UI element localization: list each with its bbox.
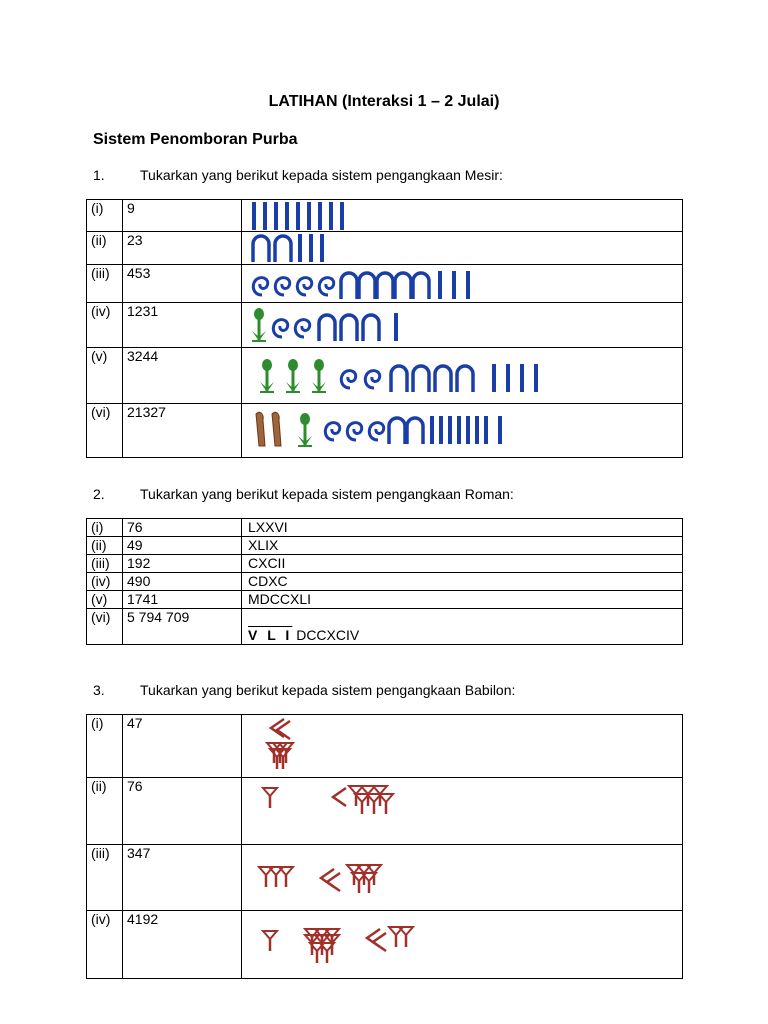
babylonian-numeral xyxy=(242,845,683,911)
table-row xyxy=(87,911,683,979)
roman-answer: CDXC xyxy=(242,573,683,591)
row-value: 490 xyxy=(123,573,242,591)
babylonian-wedge-icon xyxy=(248,778,448,838)
row-label: (iv) xyxy=(87,911,123,979)
question-number: 1. xyxy=(93,167,105,183)
page-title: LATIHAN (Interaksi 1 – 2 Julai) xyxy=(268,93,500,110)
egyptian-lotus-icon xyxy=(248,348,558,403)
row-value: 47 xyxy=(123,715,242,778)
row-label: (v) xyxy=(87,591,123,609)
roman-answer: XLIX xyxy=(242,537,683,555)
egyptian-arch-icon xyxy=(248,232,378,264)
table-row xyxy=(87,519,683,537)
row-value: 76 xyxy=(123,519,242,537)
table-row xyxy=(87,265,683,303)
egyptian-numeral xyxy=(242,348,683,404)
roman-rest: DCCXCIV xyxy=(296,627,360,643)
egyptian-numeral xyxy=(242,404,683,458)
table-row xyxy=(87,845,683,911)
roman-table xyxy=(86,518,683,645)
question-2 xyxy=(93,486,514,502)
row-value: 23 xyxy=(123,232,242,265)
egyptian-numeral xyxy=(242,232,683,265)
babylonian-numeral xyxy=(242,778,683,845)
row-label: (ii) xyxy=(87,537,123,555)
roman-overbar: V L I xyxy=(248,627,293,643)
question-3 xyxy=(93,682,515,698)
row-label: (ii) xyxy=(87,232,123,265)
row-value: 5 794 709 xyxy=(123,609,242,645)
row-value: 192 xyxy=(123,555,242,573)
egyptian-numeral xyxy=(242,200,683,232)
table-row xyxy=(87,348,683,404)
babylonian-wedge-icon xyxy=(248,845,448,907)
question-text: Tukarkan yang berikut kepada sistem pengangkaan Roman: xyxy=(140,486,514,502)
row-value: 76 xyxy=(123,778,242,845)
table-row xyxy=(87,537,683,555)
row-label: (iii) xyxy=(87,265,123,303)
row-label: (iv) xyxy=(87,303,123,348)
egyptian-table xyxy=(86,199,683,458)
roman-answer xyxy=(242,609,683,645)
question-text: Tukarkan yang berikut kepada sistem pengangkaan Mesir: xyxy=(140,167,503,183)
table-row xyxy=(87,555,683,573)
row-label: (i) xyxy=(87,715,123,778)
babylonian-numeral xyxy=(242,911,683,979)
egyptian-numeral xyxy=(242,303,683,348)
table-row xyxy=(87,609,683,645)
babylonian-wedge-icon xyxy=(248,715,368,775)
question-1 xyxy=(93,167,503,183)
row-value: 9 xyxy=(123,200,242,232)
row-label: (vi) xyxy=(87,404,123,458)
table-row xyxy=(87,303,683,348)
row-value: 21327 xyxy=(123,404,242,458)
roman-answer: MDCCXLI xyxy=(242,591,683,609)
table-row xyxy=(87,715,683,778)
egyptian-finger-icon xyxy=(248,404,548,457)
row-label: (v) xyxy=(87,348,123,404)
table-row xyxy=(87,573,683,591)
row-value: 347 xyxy=(123,845,242,911)
row-label: (vi) xyxy=(87,609,123,645)
row-label: (iii) xyxy=(87,845,123,911)
row-value: 49 xyxy=(123,537,242,555)
table-row xyxy=(87,404,683,458)
row-value: 4192 xyxy=(123,911,242,979)
question-number: 3. xyxy=(93,682,105,698)
table-row xyxy=(87,591,683,609)
row-label: (ii) xyxy=(87,778,123,845)
section-title: Sistem Penomboran Purba xyxy=(93,131,298,148)
row-label: (iv) xyxy=(87,573,123,591)
question-number: 2. xyxy=(93,486,105,502)
row-label: (iii) xyxy=(87,555,123,573)
egyptian-strokes-icon xyxy=(248,200,378,231)
egyptian-lotus-icon xyxy=(248,303,448,347)
roman-answer: LXXVI xyxy=(242,519,683,537)
table-row xyxy=(87,200,683,232)
row-value: 1741 xyxy=(123,591,242,609)
table-row xyxy=(87,232,683,265)
babylonian-table xyxy=(86,714,683,979)
egyptian-coil-icon xyxy=(248,265,488,302)
egyptian-numeral xyxy=(242,265,683,303)
row-label: (i) xyxy=(87,200,123,232)
table-row xyxy=(87,778,683,845)
row-value: 1231 xyxy=(123,303,242,348)
row-value: 3244 xyxy=(123,348,242,404)
roman-answer: CXCII xyxy=(242,555,683,573)
row-value: 453 xyxy=(123,265,242,303)
question-text: Tukarkan yang berikut kepada sistem pengangkaan Babilon: xyxy=(140,682,516,698)
babylonian-numeral xyxy=(242,715,683,778)
row-label: (i) xyxy=(87,519,123,537)
babylonian-wedge-icon xyxy=(248,911,448,973)
